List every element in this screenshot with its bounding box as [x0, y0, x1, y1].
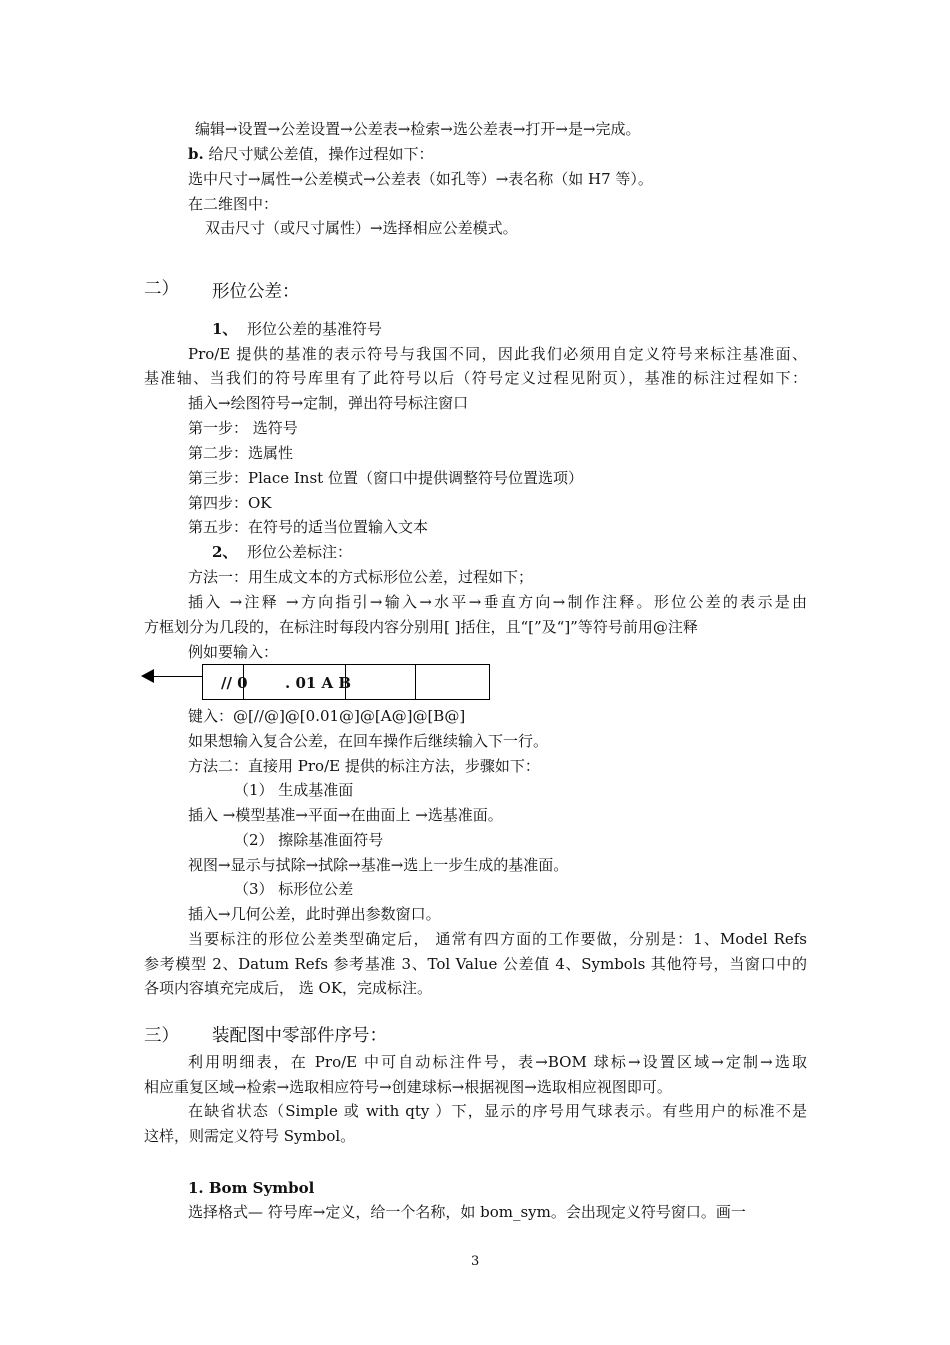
step-line: 第一步： 选符号: [188, 419, 298, 437]
text-line: 视图→显示与拭除→拭除→基准→选上一步生成的基准面。: [188, 856, 569, 874]
text-line: 例如要输入：: [188, 643, 279, 661]
subsection-number: 1、: [212, 320, 238, 338]
step-line: 第三步：Place Inst 位置（窗口中提供调整符号位置选项）: [188, 469, 583, 487]
leader-line: [152, 676, 202, 677]
text-line: 插入→绘图符号→定制，弹出符号标注窗口: [188, 394, 469, 412]
subsection-title: 形位公差标注：: [246, 543, 352, 561]
subsection-heading: [212, 542, 352, 562]
step-line: （3） 标形位公差: [234, 880, 354, 898]
text-line: 双击尺寸（或尺寸属性）→选择相应公差模式。: [205, 219, 518, 237]
step-line: 第二步：选属性: [188, 444, 294, 462]
page-number: 3: [471, 1254, 480, 1269]
text-line: 插入→几何公差，此时弹出参数窗口。: [188, 905, 441, 923]
subsection-number: 2、: [212, 543, 238, 561]
section-number: 二）: [144, 279, 179, 299]
frame-divider: [415, 665, 416, 699]
item-text: 给尺寸赋公差值，操作过程如下：: [203, 145, 434, 163]
subsection-heading: [212, 319, 382, 339]
paragraph-line: 基准轴、当我们的符号库里有了此符号以后（符号定义过程见附页），基准的标注过程如下：: [144, 369, 807, 387]
leader-arrowhead: [141, 669, 154, 683]
item-label: b.: [188, 145, 204, 163]
text-line: 在二维图中：: [188, 195, 279, 213]
section-title: 形位公差：: [212, 282, 300, 302]
paragraph-line: 相应重复区域→检索→选取相应符号→创建球标→根据视图→选取相应视图即可。: [144, 1078, 672, 1096]
text-line: 编辑→设置→公差设置→公差表→检索→选公差表→打开→是→完成。: [195, 120, 641, 138]
paragraph-line: 当要标注的形位公差类型确定后， 通常有四方面的工作要做，分别是：1、Model Refs: [188, 930, 807, 948]
paragraph-line: 这样，则需定义符号 Symbol。: [144, 1127, 356, 1145]
paragraph-line: Pro/E 提供的基准的表示符号与我国不同，因此我们必须用自定义符号来标注基准面、: [188, 345, 807, 363]
text-line: 键入：@[//@]@[0.01@]@[A@]@[B@]: [188, 707, 466, 725]
section-title: 装配图中零部件序号：: [212, 1026, 387, 1046]
subsection-title: 形位公差的基准符号: [246, 320, 382, 338]
paragraph-line: 方框划分为几段的，在标注时每段内容分别用[ ]括住，且“[”及“]”等符号前用@注释: [144, 618, 698, 636]
text-line: 如果想输入复合公差，在回车操作后继续输入下一行。: [188, 732, 549, 750]
step-line: 第五步：在符号的适当位置输入文本: [188, 518, 429, 536]
section-number: 三）: [144, 1026, 179, 1046]
paragraph-line: 在缺省状态（Simple 或 with qty ）下，显示的序号用气球表示。有些用户的标准不是: [188, 1102, 807, 1120]
tolerance-frame: [202, 664, 490, 700]
step-line: （2） 擦除基准面符号: [234, 831, 384, 849]
text-line: 选择格式— 符号库→定义，给一个名称，如 bom_sym。会出现定义符号窗口。画一: [188, 1203, 746, 1221]
paragraph-line: 各项内容填充完成后， 选 OK，完成标注。: [144, 979, 433, 997]
text-line: [188, 144, 434, 164]
step-line: （1） 生成基准面: [234, 781, 354, 799]
tolerance-symbol: // 0: [221, 674, 248, 692]
step-line: 第四步：OK: [188, 494, 272, 512]
tolerance-value: . 01 A B: [285, 674, 352, 692]
text-line: 方法二：直接用 Pro/E 提供的标注方法，步骤如下：: [188, 757, 540, 775]
paragraph-line: 插入 →注释 →方向指引→输入→水平→垂直方向→制作注释。形位公差的表示是由: [188, 593, 807, 611]
bom-symbol-heading: 1. Bom Symbol: [188, 1179, 315, 1197]
paragraph-line: 利用明细表，在 Pro/E 中可自动标注件号，表→BOM 球标→设置区域→定制→选取: [188, 1053, 807, 1071]
text-line: 选中尺寸→属性→公差模式→公差表（如孔等）→表名称（如 H7 等）。: [188, 170, 653, 188]
text-line: 插入 →模型基准→平面→在曲面上 →选基准面。: [188, 806, 503, 824]
text-line: 方法一：用生成文本的方式标形位公差，过程如下；: [188, 568, 534, 586]
paragraph-line: 参考模型 2、Datum Refs 参考基准 3、Tol Value 公差值 4、Symbols 其他符号，当窗口中的: [144, 955, 807, 973]
